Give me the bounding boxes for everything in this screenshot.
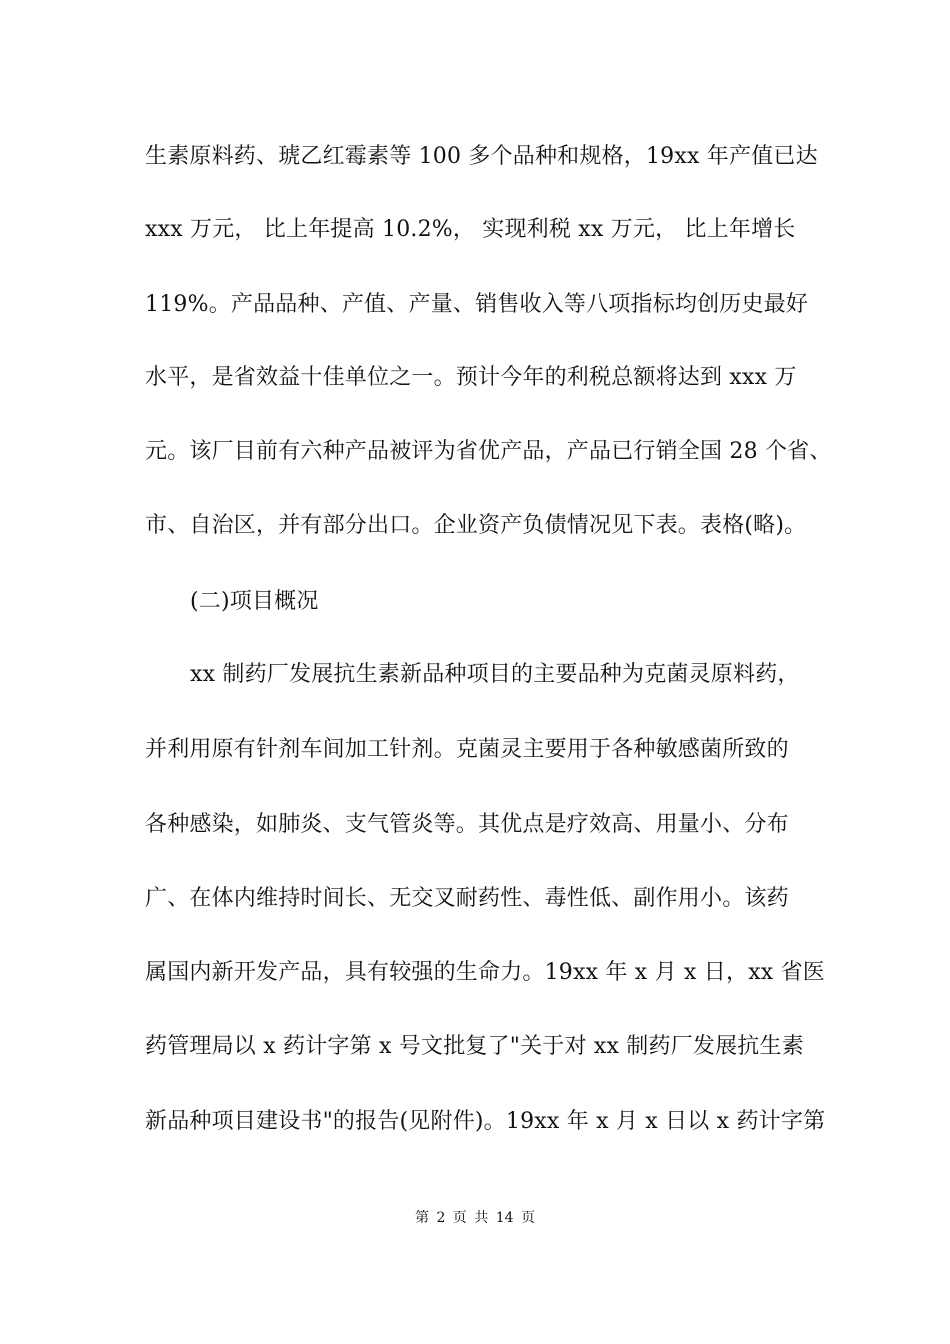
body-text-line: 广、在体内维持时间长、无交叉耐药性、毒性低、副作用小。该药 <box>145 886 789 911</box>
body-text-line: 各种感染，如肺炎、支气管炎等。其优点是疗效高、用量小、分布 <box>145 812 789 837</box>
body-text-line: 生素原料药、琥乙红霉素等 100 多个品种和规格，19xx 年产值已达 <box>145 144 818 169</box>
body-text-line: 新品种项目建设书"的报告(见附件)。19xx 年 x 月 x 日以 x 药计字第 <box>145 1109 826 1134</box>
paragraph-first-line: xx 制药厂发展抗生素新品种项目的主要品种为克菌灵原料药， <box>190 662 800 687</box>
page-number-footer: 第 2 页 共 14 页 <box>415 1210 535 1226</box>
body-text-line: 市、自治区，并有部分出口。企业资产负债情况见下表。表格(略)。 <box>145 513 807 538</box>
body-text-line: xxx 万元， 比上年提高 10.2%， 实现利税 xx 万元， 比上年增长 <box>145 217 796 242</box>
body-text-line: 元。该厂目前有六种产品被评为省优产品，产品已行销全国 28 个省、 <box>145 439 832 464</box>
body-text-line: 水平，是省效益十佳单位之一。预计今年的利税总额将达到 xxx 万 <box>145 365 797 390</box>
body-text-line: 属国内新开发产品，具有较强的生命力。19xx 年 x 月 x 日，xx 省医 <box>145 960 825 985</box>
section-heading: (二)项目概况 <box>190 589 319 614</box>
body-text-line: 药管理局以 x 药计字第 x 号文批复了"关于对 xx 制药厂发展抗生素 <box>145 1034 804 1059</box>
body-text-line: 并利用原有针剂车间加工针剂。克菌灵主要用于各种敏感菌所致的 <box>145 737 789 762</box>
body-text-line: 119%。产品品种、产值、产量、销售收入等八项指标均创历史最好 <box>145 292 809 317</box>
